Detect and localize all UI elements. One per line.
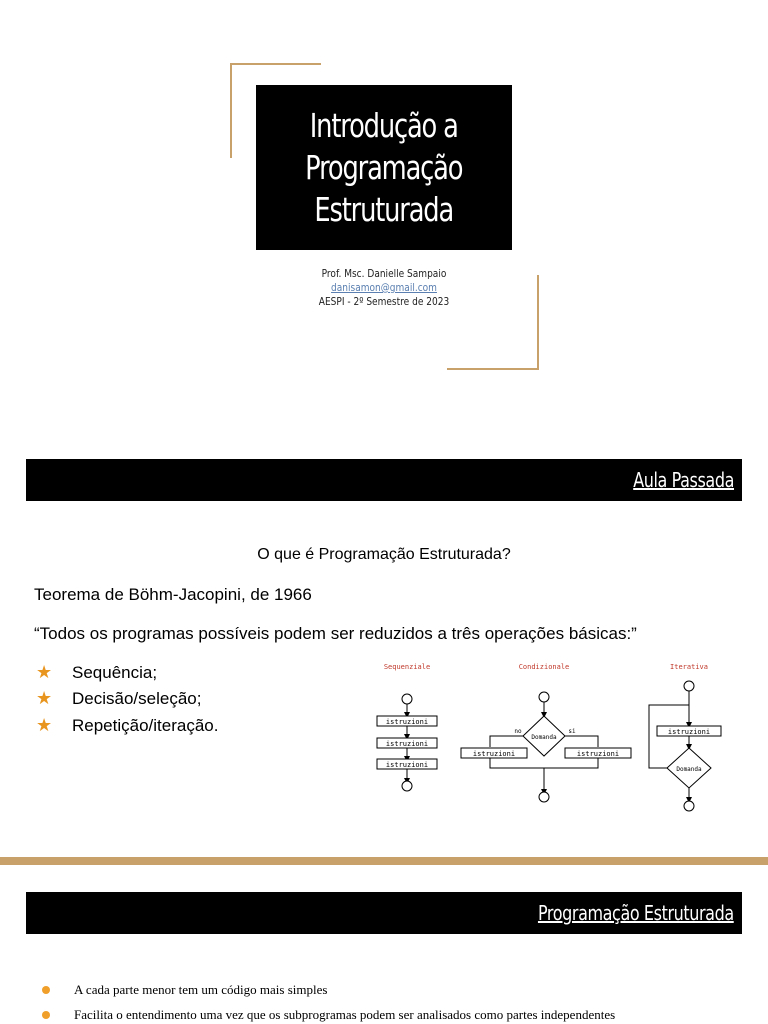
cond-condition: Domanda [531,734,557,741]
cond-instruction-no: istruzioni [472,750,516,758]
slide-title: Introdução a Programação Estruturada [305,105,463,229]
institution: AESPI - 2º Semestre de 2023 [318,295,450,308]
cond-instruction-yes: istruzioni [576,750,620,758]
seq-instruction-2: istruzioni [385,740,429,748]
corner-line-top [230,63,321,65]
section-title: Programação Estruturada [538,901,734,925]
title-box [256,85,512,250]
author-name: Prof. Msc. Danielle Sampaio [321,267,447,280]
slide-divider [0,857,768,865]
iter-instruction: istruzioni [667,728,711,736]
corner-line-bottom [447,368,539,370]
diagram-title-sequential: Sequenziale [383,663,431,671]
star-icon: ★ [36,688,53,708]
seq-instruction-1: istruzioni [385,718,429,726]
corner-line-left [230,63,232,158]
star-icon: ★ [36,662,53,682]
seq-instruction-3: istruzioni [385,761,429,769]
question-text: O que é Programação Estruturada? [257,546,511,563]
list-item: ★ Sequência; [36,662,158,682]
list-item: ★ Decisão/seleção; [36,688,202,708]
cond-no-label: no [514,728,522,735]
diagram-title-iterative: Iterativa [670,663,708,671]
bullet-dot-icon [42,986,50,994]
bullet-dot-icon [42,1011,50,1019]
list-item: ★ Repetição/iteração. [36,715,219,735]
list-item: A cada parte menor tem um código mais simples [42,982,327,998]
header-bar-aula-passada [26,459,742,501]
theorem-text: Teorema de Böhm-Jacopini, de 1966 [34,585,312,604]
section-title: Aula Passada [633,468,734,492]
corner-line-right [537,275,539,370]
diagram-title-conditional: Condizionale [518,663,570,671]
control-structures-diagram [360,655,760,820]
quote-text: “Todos os programas possíveis podem ser reduzidos a três operações básicas:” [34,624,637,643]
star-icon: ★ [36,715,53,735]
list-item: Facilita o entendimento uma vez que os subprogramas podem ser analisados como partes independentes [42,1007,615,1023]
header-bar-programacao-estruturada [26,892,742,934]
author-email-link[interactable]: danisamon@gmail.com [331,281,437,294]
cond-yes-label: si [568,728,576,735]
iter-condition: Domanda [676,766,702,773]
